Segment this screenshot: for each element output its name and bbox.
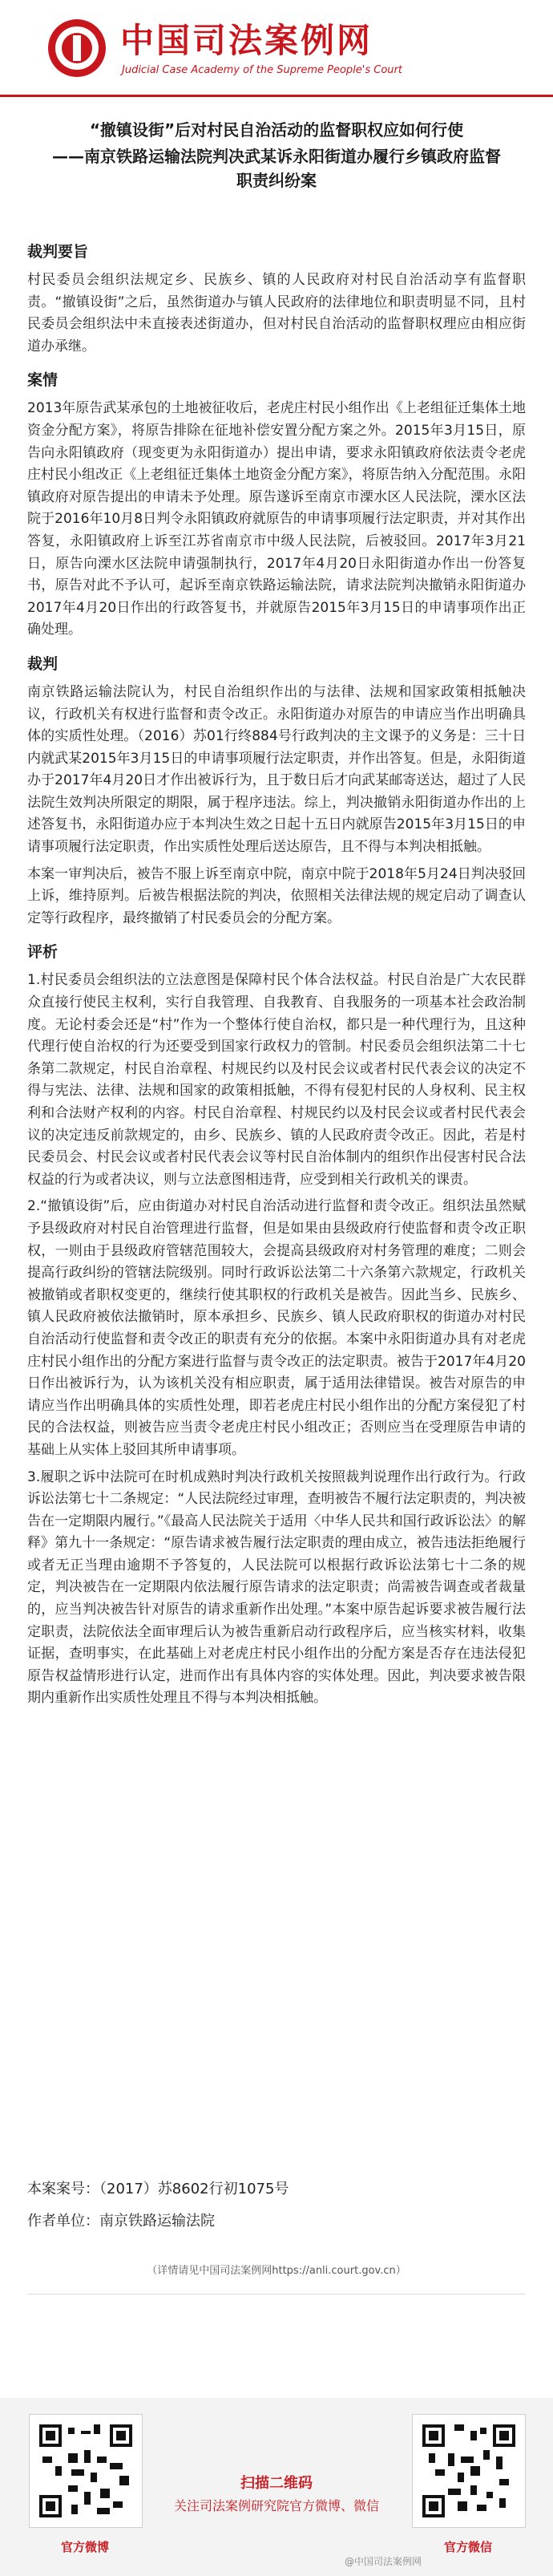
author-label: 作者单位： <box>27 2213 99 2230</box>
facts-paragraph: 2013年原告武某承包的土地被征收后，老虎庄村民小组作出《上老组征迁集体土地资金分配方案》，将原告排除在征地补偿安置分配方案之外。2015年3月15日，原告向永阳镇政府（现变更为永阳街道办）提出申请，要求永阳镇政府依法责令老虎庄村民小组改正《上老组征迁集体土地资金分配方案》，将原告纳入分配范围。永阳镇政府对原告提出的申请未予处理。原告遂诉至南京市溧水区人民法院，溧水区法院于2016年10月8日判令永阳镇政府就原告的申请事项履行法定职责，并对其作出答复，永阳镇政府上诉至江苏省南京市中级人民法院，后被驳回。2017年3月21日，原告向溧水区法院申请强制执行，2017年4月20日永阳街道办作出一份答复书，原告对此不予认可，起诉至南京铁路运输法院，请求法院判决撤销永阳街道办2017年4月20日作出的行政答复书，并就原告2015年3月15日的申请事项作出正确处理。 <box>27 400 526 638</box>
section-heading-analysis: 评析 <box>27 943 59 962</box>
wechat-qr-code[interactable] <box>412 2414 526 2528</box>
article-body <box>27 239 526 1710</box>
case-number-line <box>27 2178 289 2201</box>
site-logo-icon[interactable] <box>46 18 107 79</box>
header-divider <box>0 95 553 97</box>
article-subtitle: ——南京铁路运输法院判决武某诉永阳街道办履行乡镇政府监督职责纠纷案 <box>52 147 501 190</box>
site-name[interactable]: 中国司法案例网 <box>120 21 373 60</box>
follow-prompt: 关注司法案例研究院官方微博、微信 <box>173 2498 379 2513</box>
analysis-paragraph-2: 2.“撤镇设街”后，应由街道办对村民自治活动进行监督和责令改正。组织法虽然赋予县级政府对村民自治管理进行监督，但是如果由县级政府行使监督和责令改正职权，一则由于县级政府管辖范围较大，会提高县级政府对村务管理的难度；二则会提高行政纠纷的管辖法院级别。同时行政诉讼法第二十六条第六款规定，行政机关被撤销或者职权变更的，继续行使其职权的行政机关是被告。因此当乡、民族乡、镇人民政府被依法撤销时，原本承担乡、民族乡、镇人民政府职权的街道办对村民自治活动行使监督和责令改正的职责有充分的依据。本案中永阳街道办具有对老虎庄村民小组作出的分配方案进行监督与责令改正的法定职责。被告于2017年4月20日作出被诉行为，认为该机关没有相应职责，属于适用法律错误。被告对原告的申请应当作出明确具体的实质性处理，即若老虎庄村民小组作出的分配方案侵犯了村民的合法权益，则被告应当责令老虎庄村民小组改正；否则应当在受理原告申请的基础上从实体上驳回其所申请事项。 <box>27 1198 526 1458</box>
site-header <box>0 0 553 96</box>
case-number: （2017）苏8602行初1075号 <box>99 2181 289 2197</box>
case-number-label: 本案案号： <box>27 2181 99 2197</box>
source-link[interactable]: （详情请见中国司法案例网https://anli.court.gov.cn） <box>147 2265 406 2277</box>
weibo-label: 官方微博 <box>60 2540 109 2554</box>
site-subtitle: Judicial Case Academy of the Supreme People's Court <box>122 64 402 76</box>
source-divider <box>27 2294 526 2295</box>
article-title: “撤镇设街”后对村民自治活动的监督职权应如何行使 <box>89 120 464 140</box>
section-heading-facts: 案情 <box>27 371 59 390</box>
judgment-paragraph-2: 本案一审判决后，被告不服上诉至南京中院，南京中院于2018年5月24日判决驳回上诉，维持原判。后被告根据法院的判决，依照相关法律法规的规定启动了调查认定等行政程序，最终撤销了村民委员会的分配方案。 <box>27 865 526 926</box>
qr-code-icon <box>422 2424 515 2517</box>
section-heading-judgment: 裁判 <box>27 654 59 673</box>
author-unit: 南京铁路运输法院 <box>99 2213 215 2230</box>
weibo-watermark: @中国司法案例网 <box>345 2556 422 2567</box>
summary-paragraph: 村民委员会组织法规定乡、民族乡、镇的人民政府对村民自治活动享有监督职责。“撤镇设街”之后，虽然街道办与镇人民政府的法律地位和职责明显不同，且村民委员会组织法中未直接表述街道办，但对村民自治活动的监督职权理应由相应街道办承继。 <box>27 272 526 354</box>
wechat-label: 官方微信 <box>443 2540 492 2554</box>
qr-code-icon <box>39 2424 132 2517</box>
analysis-paragraph-3: 3.履职之诉中法院可在时机成熟时判决行政机关按照裁判说理作出行政行为。行政诉讼法第七十二条规定：“人民法院经过审理，查明被告不履行法定职责的，判决被告在一定期限内履行。”《最高人民法院关于适用〈中华人民共和国行政诉讼法〉的解释》第九十一条规定：“原告请求被告履行法定职责的理由成立，被告违法拒绝履行或者无正当理由逾期不予答复的，人民法院可以根据行政诉讼法第七十二条的规定，判决被告在一定期限内依法履行原告请求的法定职责；尚需被告调查或者裁量的，应当判决被告针对原告的请求重新作出处理。”本案中原告起诉要求被告履行法定职责，法院依法全面审理后认为被告重新启动行政程序后，应当核实材料，收集证据，查明事实，在此基础上对老虎庄村民小组作出的分配方案是否存在违法侵犯原告权益情形进行认定，进而作出有具体内容的实体处理。因此，判决要求被告限期内重新作出实质性处理且不得与本判决相抵触。 <box>27 1468 526 1707</box>
judgment-paragraph-1: 南京铁路运输法院认为，村民自治组织作出的与法律、法规和国家政策相抵触决议，行政机关有权进行监督和责令改正。永阳街道办对原告的申请应当作出明确具体的实质性处理。（2016）苏01行终884号行政判决的主文课予的义务是：三十日内就武某2015年3月15日的申请事项履行法定职责，并作出答复。但是，永阳街道办于2017年4月20日才作出被诉行为，且于数日后才向武某邮寄送达，超过了人民法院生效判决所限定的期限，属于程序违法。综上，判决撤销永阳街道办作出的上述答复书，永阳街道办应于本判决生效之日起十五日内就原告2015年3月15日的申请事项履行法定职责，作出实质性处理后送达原告，且不得与本判决相抵触。 <box>27 683 526 856</box>
weibo-qr-code[interactable] <box>29 2414 143 2528</box>
section-heading-summary: 裁判要旨 <box>27 243 89 261</box>
analysis-paragraph-1: 1.村民委员会组织法的立法意图是保障村民个体合法权益。村民自治是广大农民群众直接行使民主权利，实行自我管理、自我教育、自我服务的一项基本社会政治制度。无论村委会还是“村”作为一个整体行使自治权，都只是一种代理行为，且这种代理行使自治权的行为还要受到国家行政权力的管制。村民委员会组织法第二十七条第二款规定，村民自治章程、村规民约以及村民会议或者村民代表会议的决定不得与宪法、法律、法规和国家的政策相抵触，不得有侵犯村民的人身权利、民主权利和合法财产权利的内容。村民自治章程、村规民约以及村民会议或者村民代表会议的决定违反前款规定的，由乡、民族乡、镇的人民政府责令改正。因此，若是村民委员会、村民会议或者村民代表会议等村民自治体制内的组织作出侵害村民合法权益的行为或者决议，则与立法意图相违背，应受到相关行政机关的课责。 <box>27 972 526 1188</box>
scan-qr-prompt: 扫描二维码 <box>240 2475 313 2492</box>
author-line <box>27 2210 215 2233</box>
